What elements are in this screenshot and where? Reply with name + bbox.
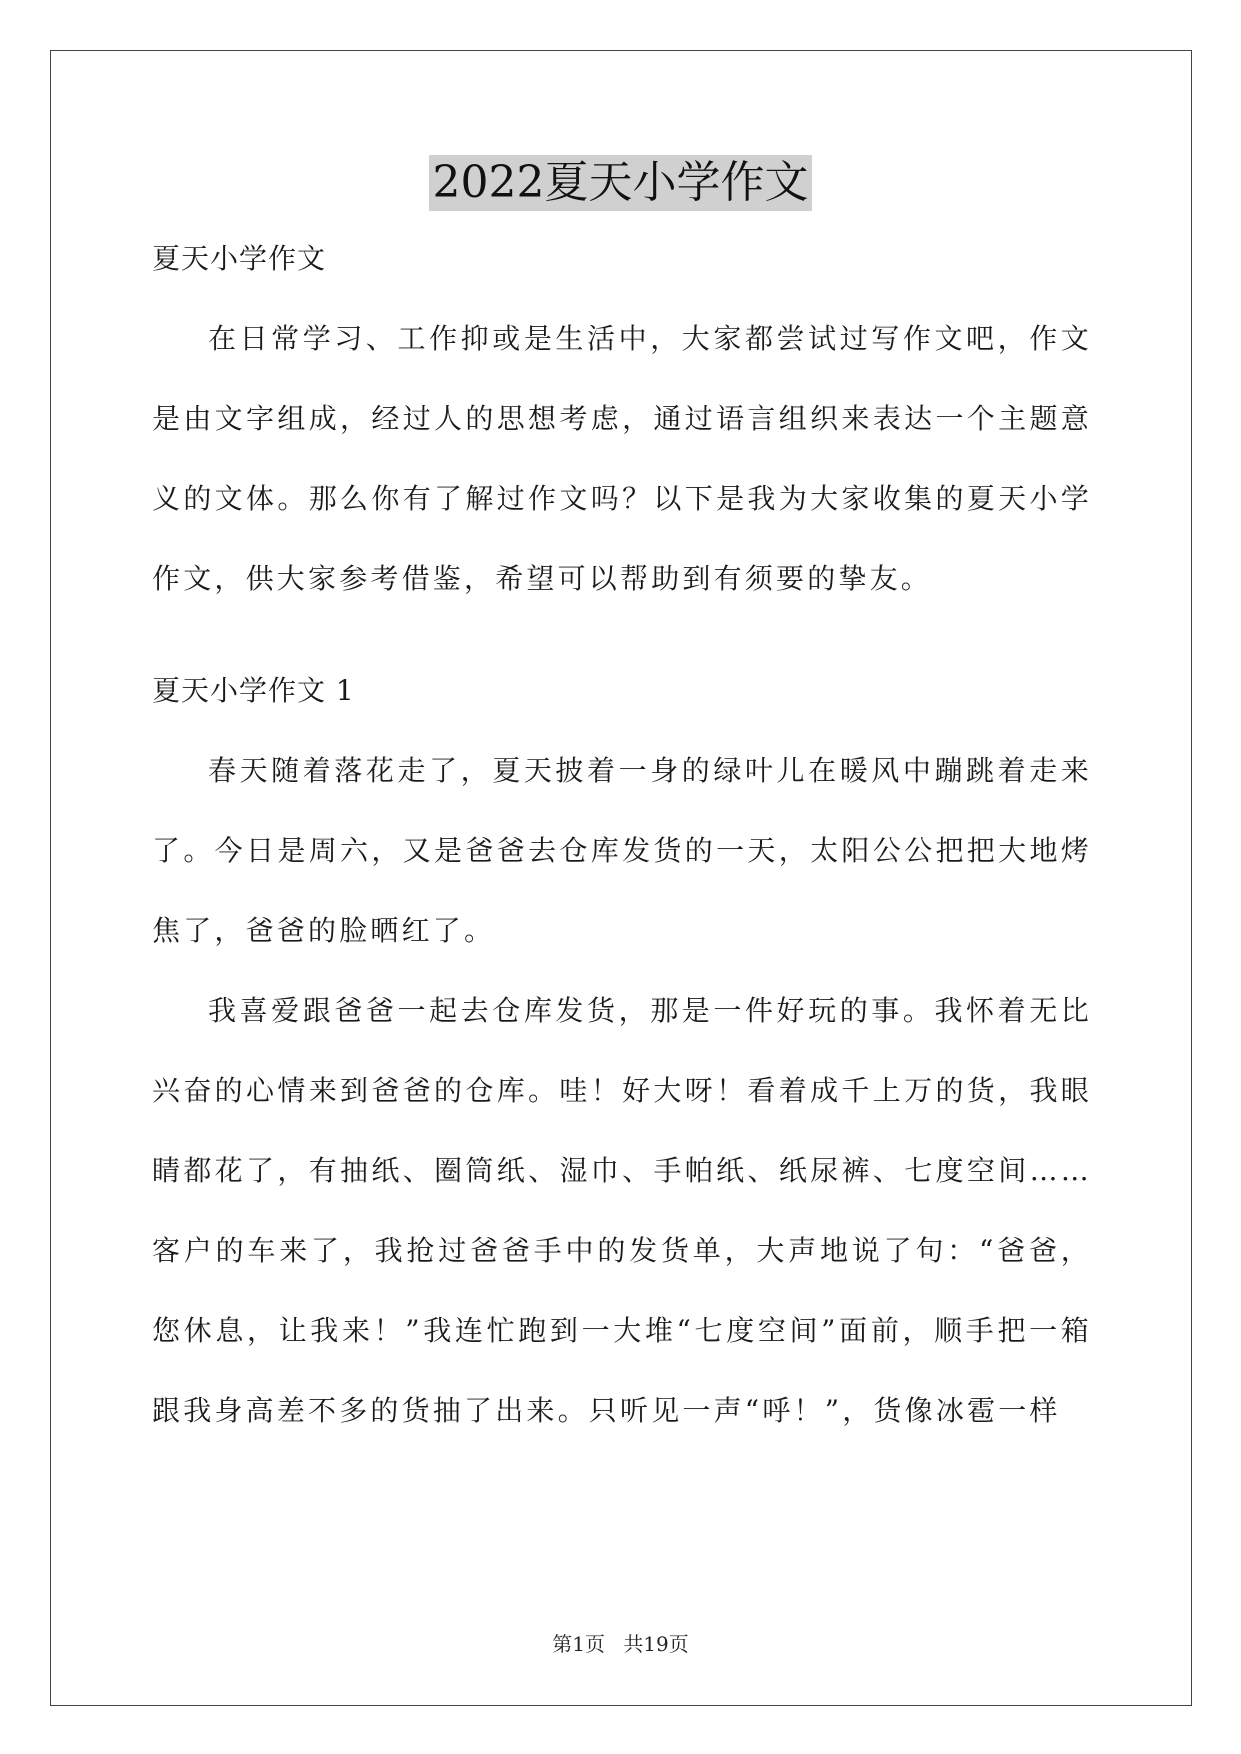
page-footer xyxy=(0,1628,1241,1657)
essay-1-paragraph-2: 我喜爱跟爸爸一起去仓库发货，那是一件好玩的事。我怀着无比兴奋的心情来到爸爸的仓库。哇！好大呀！看着成千上万的货，我眼睛都花了，有抽纸、圈筒纸、湿巾、手帕纸、纸尿裤、七度空间……客户的车来了，我抢过爸爸手中的发货单，大声地说了句：“爸爸，您休息，让我来！”我连忙跑到一大堆“七度空间”面前，顺手把一箱跟我身高差不多的货抽了出来。只听见一声“呼！”，货像冰雹一样 xyxy=(152,994,1092,1427)
page-number: 第1页 xyxy=(552,1632,605,1656)
section-heading: 夏天小学作文 xyxy=(152,242,327,275)
intro-paragraph: 在日常学习、工作抑或是生活中，大家都尝试过写作文吧，作文是由文字组成，经过人的思想考虑，通过语言组织来表达一个主题意义的文体。那么你有了解过作文吗？以下是我为大家收集的夏天小学作文，供大家参考借鉴，希望可以帮助到有须要的挚友。 xyxy=(152,322,1092,595)
essay-1-heading: 夏天小学作文 1 xyxy=(152,674,355,707)
document-body xyxy=(152,235,1092,1451)
essay-1-paragraph-1: 春天随着落花走了，夏天披着一身的绿叶儿在暖风中蹦跳着走来了。今日是周六，又是爸爸去仓库发货的一天，太阳公公把把大地烤焦了，爸爸的脸晒红了。 xyxy=(152,754,1092,947)
title-container xyxy=(0,155,1241,211)
page-total: 共19页 xyxy=(623,1632,689,1656)
document-title: 2022夏天小学作文 xyxy=(429,155,813,211)
